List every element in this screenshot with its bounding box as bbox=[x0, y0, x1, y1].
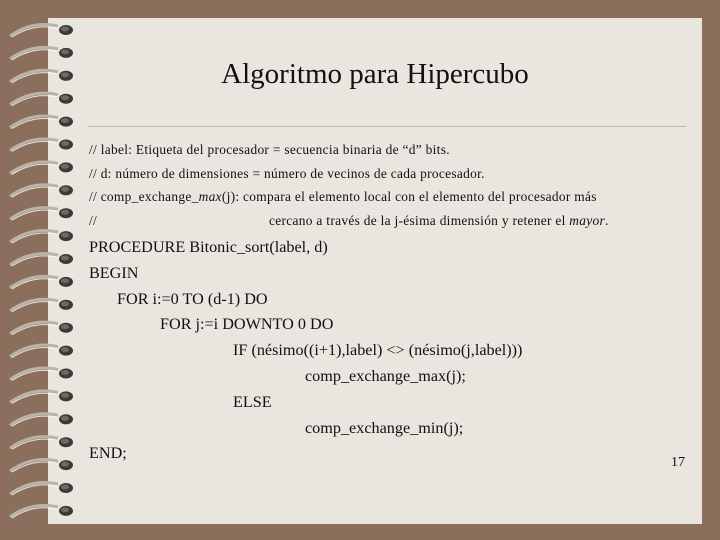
code-line-procedure: PROCEDURE Bitonic_sort(label, d) bbox=[89, 238, 328, 256]
comment-line-nearest-slash: // bbox=[89, 212, 98, 228]
comment-line-d: // d: número de dimensiones = número de vecinos de cada procesador. bbox=[89, 165, 485, 181]
code-line-exchange-max: comp_exchange_max(j); bbox=[305, 366, 466, 385]
binder-ring-icon bbox=[10, 139, 73, 152]
binder-ring-icon bbox=[10, 482, 73, 495]
binder-ring-icon bbox=[10, 299, 73, 312]
code-line-for-j: FOR j:=i DOWNTO 0 DO bbox=[160, 315, 334, 334]
binder-ring-icon bbox=[10, 276, 73, 289]
comment-block bbox=[89, 141, 609, 235]
comment-line-label: // label: Etiqueta del procesador = secuencia binaria de “d” bits. bbox=[89, 142, 450, 157]
page-number: 17 bbox=[671, 455, 685, 470]
binder-ring-icon bbox=[10, 505, 73, 518]
code-line-else: ELSE bbox=[233, 392, 272, 411]
code-line-exchange-min: comp_exchange_min(j); bbox=[305, 418, 464, 437]
comment-line-nearest-em: mayor bbox=[569, 212, 606, 228]
comment-line-nearest bbox=[89, 212, 609, 236]
binder-ring-icon bbox=[10, 322, 73, 335]
comment-line-compare-pre: // comp_exchange_ bbox=[89, 189, 199, 204]
binder-ring-icon bbox=[10, 162, 73, 175]
comment-line-compare-em: max bbox=[198, 189, 222, 204]
binder-ring-icon bbox=[10, 345, 73, 358]
binder-ring-icon bbox=[10, 368, 73, 381]
code-block bbox=[89, 237, 522, 469]
comment-line-nearest-end: . bbox=[605, 212, 609, 228]
binder-ring-icon bbox=[10, 24, 73, 37]
binder-ring-icon bbox=[10, 414, 73, 427]
binder-ring-icon bbox=[10, 437, 73, 450]
code-line-for-i: FOR i:=0 TO (d-1) DO bbox=[117, 289, 268, 308]
binder-ring-icon bbox=[10, 253, 73, 266]
binder-ring-icon bbox=[10, 185, 73, 198]
binder-ring-icon bbox=[10, 231, 73, 244]
binder-ring-icon bbox=[10, 116, 73, 129]
code-line-if: IF (nésimo((i+1),label) <> (nésimo(j,label))) bbox=[233, 341, 523, 360]
comment-line-nearest-text: cercano a través de la j-ésima dimensión y retener el bbox=[269, 212, 570, 228]
binder-ring-icon bbox=[10, 93, 73, 106]
binder-ring-icon bbox=[10, 208, 73, 221]
binder-ring-icon bbox=[10, 391, 73, 404]
comment-line-compare-post: (j): compara el elemento local con el elemento del procesador más bbox=[221, 189, 597, 204]
binder-rings-icon bbox=[6, 20, 76, 530]
comment-line-compare bbox=[89, 188, 609, 212]
slide-title: Algoritmo para Hipercubo bbox=[221, 58, 529, 90]
code-line-begin: BEGIN bbox=[89, 263, 139, 282]
title-divider bbox=[88, 126, 686, 127]
code-line-end: END; bbox=[89, 444, 127, 463]
binder-ring-icon bbox=[10, 460, 73, 473]
